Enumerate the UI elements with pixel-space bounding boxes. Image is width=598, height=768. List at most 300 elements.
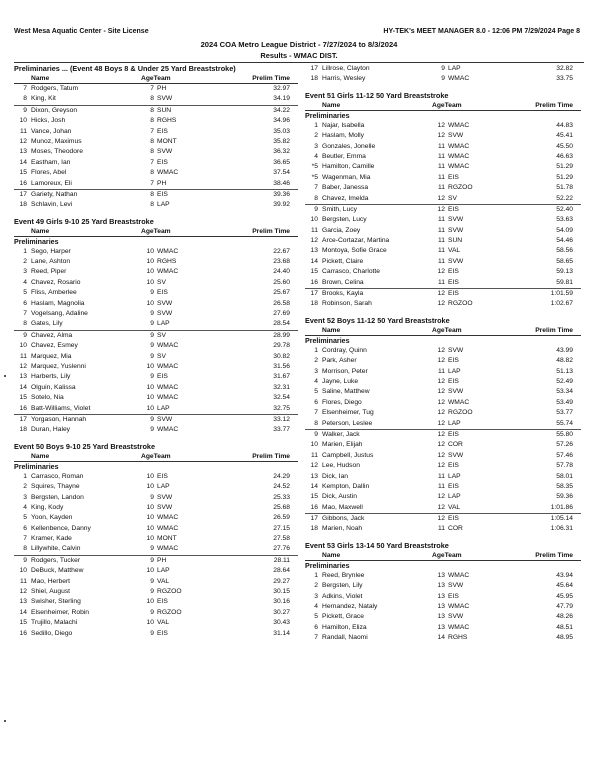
prelim-time: 27.76	[273, 545, 290, 553]
swimmer-name: Baber, Janessa	[322, 184, 369, 192]
prelim-time: 45.41	[556, 132, 573, 140]
team: SVW	[448, 132, 464, 140]
header-place-spacer	[305, 326, 322, 335]
place: 15	[310, 268, 318, 276]
team: EIS	[448, 290, 459, 298]
result-row	[14, 94, 298, 104]
age: 12	[437, 346, 445, 354]
header-age-team: AgeTeam	[432, 101, 462, 109]
age: 9	[150, 608, 154, 616]
place: 9	[23, 106, 27, 114]
prelim-time: 31.67	[273, 373, 290, 381]
prelim-time: 53.49	[556, 398, 573, 406]
result-row	[14, 200, 298, 210]
event-title: Event 51 Girls 11-12 50 Yard Breaststroke	[305, 90, 449, 100]
result-row	[14, 179, 298, 189]
team: WMAC	[448, 623, 470, 631]
place: 8	[23, 320, 27, 328]
swimmer-name: Lillrose, Clayton	[322, 65, 370, 72]
prelim-time: 59.13	[556, 268, 573, 276]
result-row	[305, 633, 581, 643]
age: 10	[146, 268, 154, 276]
prelim-time: 51.29	[556, 173, 573, 181]
result-row	[14, 267, 298, 277]
preliminaries-label: Preliminaries	[305, 336, 350, 345]
age: 11	[438, 216, 445, 224]
age: 10	[146, 619, 154, 627]
result-row	[305, 419, 581, 429]
place: 8	[23, 95, 27, 103]
team: SVW	[448, 226, 464, 234]
result-row	[14, 137, 298, 147]
place: 17	[310, 515, 318, 523]
age: 8	[150, 117, 154, 125]
team: SVW	[448, 451, 464, 459]
team: LAP	[157, 483, 170, 491]
prelim-time: 30.82	[273, 352, 290, 360]
event-section	[305, 316, 581, 535]
swimmer-name: Brooks, Kayla	[322, 290, 364, 298]
meet-title: 2024 COA Metro League District - 7/27/2024 to 8/3/2024	[200, 40, 398, 49]
swimmer-name: Yoon, Kayden	[31, 514, 73, 522]
prelim-time: 28.64	[273, 567, 290, 575]
swimmer-name: Montoya, Sofie Grace	[322, 247, 387, 255]
swimmer-name: Kempton, Dallin	[322, 482, 370, 490]
place: 3	[314, 142, 318, 150]
age: 12	[437, 419, 445, 427]
age: 12	[437, 462, 445, 470]
prelim-time: 27.15	[273, 524, 290, 532]
event-title: Event 53 Girls 13-14 50 Yard Breaststroke	[305, 540, 449, 550]
age: 10	[146, 483, 154, 491]
team: SVW	[157, 493, 173, 501]
age: 8	[150, 190, 154, 198]
team: WMAC	[157, 426, 179, 434]
team: EIS	[157, 598, 168, 606]
result-row	[305, 461, 581, 471]
team: RGZOO	[448, 184, 473, 192]
prelim-time: 33.12	[273, 415, 290, 423]
swimmer-name: Beutler, Emma	[322, 152, 366, 160]
prelim-time: 55.80	[556, 430, 573, 438]
prelim-time: 44.83	[556, 121, 573, 129]
place: 9	[23, 331, 27, 339]
age: 7	[150, 179, 154, 187]
place: 4	[314, 377, 318, 385]
swimmer-name: Dixon, Greyson	[31, 106, 78, 114]
result-row	[305, 398, 581, 408]
place: 12	[19, 137, 27, 145]
age: 8	[150, 137, 154, 145]
event-title: Event 50 Boys 9-10 25 Yard Breaststroke	[14, 441, 156, 451]
team: EIS	[157, 373, 168, 381]
age: 8	[150, 148, 154, 156]
header-prelim-time: Prelim Time	[535, 551, 573, 559]
prelim-time: 22.67	[273, 247, 290, 255]
header-prelim-time: Prelim Time	[252, 452, 290, 460]
age: 9	[441, 75, 445, 83]
result-row	[14, 158, 298, 168]
place: 16	[310, 278, 318, 286]
place: 6	[23, 299, 27, 307]
result-row	[14, 288, 298, 298]
prelim-time: 36.32	[273, 148, 290, 156]
result-row	[305, 194, 581, 204]
place: 9	[314, 430, 318, 438]
header-prelim-time: Prelim Time	[252, 227, 290, 235]
result-row	[14, 493, 298, 503]
age: 13	[437, 603, 445, 611]
age: 10	[146, 362, 154, 370]
team: LAP	[157, 201, 170, 209]
place: 3	[314, 367, 318, 375]
team: RGZOO	[157, 588, 182, 596]
prelim-time: 33.75	[556, 75, 573, 83]
event-section	[14, 442, 298, 639]
age: 12	[437, 398, 445, 406]
result-row	[14, 362, 298, 372]
age: 11	[438, 472, 445, 480]
result-row	[14, 147, 298, 157]
place: 5	[314, 388, 318, 396]
age: 11	[438, 173, 445, 181]
place: 7	[314, 409, 318, 417]
place: 12	[310, 462, 318, 470]
swimmer-name: Walker, Jack	[322, 430, 360, 438]
result-row	[305, 524, 581, 534]
swimmer-name: Hernandez, Nataly	[322, 603, 378, 611]
age: 9	[150, 331, 154, 339]
prelim-time: 58.01	[556, 472, 573, 480]
team: VAL	[157, 619, 170, 627]
team: SVW	[157, 148, 173, 156]
team: SV	[157, 278, 166, 286]
age: 10	[146, 472, 154, 480]
prelim-time: 45.64	[556, 582, 573, 590]
swimmer-name: Hicks, Josh	[31, 117, 66, 125]
prelim-time: 45.95	[556, 592, 573, 600]
team: MONT	[157, 535, 177, 543]
swimmer-name: Mao, Maxwell	[322, 503, 363, 511]
swimmer-name: Fliss, Amberlee	[31, 289, 77, 297]
prelim-time: 24.29	[273, 472, 290, 480]
swimmer-name: Kellenbence, Danny	[31, 524, 91, 532]
age: 8	[150, 169, 154, 177]
swimmer-name: Batt-Williams, Violet	[31, 404, 91, 412]
result-row	[305, 623, 581, 633]
swimmer-name: Randall, Naomi	[322, 634, 368, 642]
team: EIS	[157, 158, 168, 166]
place: 8	[314, 194, 318, 202]
result-row	[14, 618, 298, 628]
age: 9	[150, 426, 154, 434]
team: RGZOO	[157, 608, 182, 616]
swimmer-name: Squires, Thayne	[31, 483, 80, 491]
team: SUN	[448, 237, 463, 245]
age: 11	[438, 525, 445, 533]
team: LAP	[448, 367, 461, 375]
place: 4	[314, 603, 318, 611]
place: 14	[19, 608, 27, 616]
place: 17	[19, 190, 27, 198]
prelim-time: 33.77	[273, 426, 290, 434]
swimmer-name: Marquez, Mia	[31, 352, 72, 360]
place: 2	[23, 483, 27, 491]
prelim-time: 24.40	[273, 268, 290, 276]
swimmer-name: Lee, Hudson	[322, 462, 360, 470]
place: 1	[23, 472, 27, 480]
team: EIS	[157, 472, 168, 480]
place: 15	[310, 493, 318, 501]
place: 3	[23, 493, 27, 501]
age: 9	[150, 493, 154, 501]
prelim-time: 31.14	[273, 629, 290, 637]
place: 6	[314, 623, 318, 631]
place: *5	[311, 173, 318, 181]
column-header-row	[14, 74, 298, 84]
swimmer-name: Chavez, Alma	[31, 331, 73, 339]
result-row	[305, 592, 581, 602]
result-row	[305, 215, 581, 225]
prelim-time: 58.35	[556, 482, 573, 490]
swimmer-name: Gibbons, Jack	[322, 515, 365, 523]
team: SVW	[448, 388, 464, 396]
team: LAP	[448, 472, 461, 480]
result-row	[14, 341, 298, 351]
team: SVW	[448, 257, 464, 265]
result-row	[14, 524, 298, 534]
result-row	[14, 425, 298, 435]
header-name: Name	[31, 227, 50, 235]
header-age-team: AgeTeam	[141, 452, 171, 460]
age: 9	[150, 320, 154, 328]
place: 2	[23, 258, 27, 266]
result-row	[305, 482, 581, 492]
swimmer-name: Sedillo, Diego	[31, 629, 73, 637]
age: 12	[437, 121, 445, 129]
age: 12	[437, 503, 445, 511]
preliminaries-label: Preliminaries	[14, 462, 59, 471]
team: WMAC	[448, 121, 470, 129]
age: 12	[437, 515, 445, 523]
swimmer-name: Jayne, Luke	[322, 377, 359, 385]
age: 7	[150, 158, 154, 166]
prelim-time: 53.34	[556, 388, 573, 396]
place: 16	[19, 404, 27, 412]
age: 11	[438, 226, 445, 234]
swimmer-name: Lane, Ashton	[31, 258, 71, 266]
place: 9	[314, 205, 318, 213]
swimmer-name: Dick, Ian	[322, 472, 349, 480]
age: 9	[150, 373, 154, 381]
age: 9	[150, 556, 154, 564]
prelim-time: 46.63	[556, 152, 573, 160]
age: 10	[146, 503, 154, 511]
age: 9	[150, 352, 154, 360]
place: 8	[314, 419, 318, 427]
prelim-time: 52.49	[556, 377, 573, 385]
prelim-time: 54.09	[556, 226, 573, 234]
place: 5	[314, 613, 318, 621]
place: 2	[314, 582, 318, 590]
place: 17	[310, 290, 318, 298]
age: 11	[438, 367, 445, 375]
age: 10	[146, 247, 154, 255]
prelim-time: 28.11	[273, 556, 290, 564]
prelim-time: 24.52	[273, 483, 290, 491]
swimmer-name: Dick, Austin	[322, 493, 357, 501]
prelim-time: 39.92	[273, 201, 290, 209]
team: WMAC	[448, 163, 470, 171]
result-row	[14, 168, 298, 178]
result-row	[305, 451, 581, 461]
team: PH	[157, 85, 167, 92]
prelim-time: 32.31	[273, 383, 290, 391]
place: 13	[19, 148, 27, 156]
swimmer-name: Gonzales, Jonelle	[322, 142, 376, 150]
age: 10	[146, 394, 154, 402]
place: 2	[314, 132, 318, 140]
prelim-time: 32.75	[273, 404, 290, 412]
team: PH	[157, 556, 167, 564]
swimmer-name: Marien, Elijah	[322, 441, 363, 449]
swimmer-name: Cordray, Quinn	[322, 346, 367, 354]
prelim-time: 57.46	[556, 451, 573, 459]
place: 14	[19, 158, 27, 166]
prelim-time: 51.78	[556, 184, 573, 192]
team: SVW	[157, 503, 173, 511]
prelim-time: 27.58	[273, 535, 290, 543]
result-row	[14, 503, 298, 513]
header-place-spacer	[305, 551, 322, 560]
age: 12	[437, 205, 445, 213]
result-row	[14, 309, 298, 319]
team: EIS	[448, 268, 459, 276]
place: 10	[19, 567, 27, 575]
place: 13	[310, 472, 318, 480]
team: WMAC	[157, 342, 179, 350]
swimmer-name: Swisher, Sterling	[31, 598, 81, 606]
column-header-row	[305, 101, 581, 111]
swimmer-name: Elsenheimer, Tug	[322, 409, 374, 417]
age: 13	[437, 613, 445, 621]
swimmer-name: Harris, Wesley	[322, 75, 366, 83]
age: 10	[146, 278, 154, 286]
preliminaries-label: Preliminaries	[305, 561, 350, 570]
team: PH	[157, 179, 167, 187]
age: 12	[437, 300, 445, 308]
age: 10	[146, 524, 154, 532]
swimmer-name: Reed, Piper	[31, 268, 67, 276]
event-section	[305, 541, 581, 644]
age: 12	[437, 493, 445, 501]
header-name: Name	[31, 75, 50, 82]
prelim-time: 53.77	[556, 409, 573, 417]
swimmer-name: Duran, Haley	[31, 426, 71, 434]
age: 11	[438, 142, 445, 150]
result-row	[14, 544, 298, 554]
swimmer-name: Bergsten, Landon	[31, 493, 84, 501]
place: 10	[310, 216, 318, 224]
results-column-left	[14, 64, 298, 645]
age: 9	[150, 415, 154, 423]
team: WMAC	[157, 383, 179, 391]
swimmer-name: Arce-Cortazar, Martina	[322, 237, 390, 245]
age: 12	[437, 430, 445, 438]
header-name: Name	[31, 452, 50, 460]
result-row	[305, 64, 581, 74]
event-title: Event 52 Boys 11-12 50 Yard Breaststroke	[305, 315, 450, 325]
result-row	[14, 116, 298, 126]
place: 18	[310, 525, 318, 533]
scan-dot	[4, 375, 6, 377]
team: WMAC	[157, 394, 179, 402]
prelim-time: 29.78	[273, 342, 290, 350]
place: 15	[19, 394, 27, 402]
team: EIS	[448, 592, 459, 600]
swimmer-name: Mao, Herbert	[31, 577, 71, 585]
swimmer-name: Marquez, Yuslenni	[31, 362, 86, 370]
event-section	[14, 217, 298, 436]
header-age-team: AgeTeam	[141, 75, 171, 82]
age: 12	[437, 441, 445, 449]
result-row	[14, 577, 298, 587]
header-age-team: AgeTeam	[432, 551, 462, 559]
swimmer-name: Trujillo, Malachi	[31, 619, 78, 627]
prelim-time: 59.36	[556, 493, 573, 501]
swimmer-name: Harberts, Lily	[31, 373, 71, 381]
column-header-row	[14, 227, 298, 237]
place: 12	[19, 362, 27, 370]
team: WMAC	[448, 398, 470, 406]
swimmer-name: Pickett, Grace	[322, 613, 364, 621]
place: 18	[19, 426, 27, 434]
age: 12	[437, 451, 445, 459]
result-row	[305, 121, 581, 131]
result-row	[14, 597, 298, 607]
place: 11	[311, 451, 318, 459]
place: 18	[19, 201, 27, 209]
place: 1	[314, 571, 318, 579]
prelim-time: 36.65	[273, 158, 290, 166]
age: 10	[146, 535, 154, 543]
age: 12	[437, 409, 445, 417]
age: 8	[150, 201, 154, 209]
prelim-time: 52.22	[556, 194, 573, 202]
team: SV	[448, 194, 457, 202]
team: RGZOO	[448, 409, 473, 417]
result-row	[305, 183, 581, 193]
license-label: West Mesa Aquatic Center - Site License	[14, 28, 149, 35]
result-row	[14, 513, 298, 523]
swimmer-name: Gates, Lily	[31, 320, 63, 328]
place: 6	[23, 524, 27, 532]
header-name: Name	[322, 101, 341, 109]
team: MONT	[157, 137, 177, 145]
age: 14	[437, 634, 445, 642]
swimmer-name: Bergsten, Lily	[322, 582, 363, 590]
team: WMAC	[157, 247, 179, 255]
age: 12	[437, 290, 445, 298]
age: 12	[437, 268, 445, 276]
result-row	[305, 513, 581, 524]
result-row	[14, 247, 298, 257]
swimmer-name: Chavez, Imelda	[322, 194, 369, 202]
team: EIS	[448, 377, 459, 385]
team: WMAC	[448, 152, 470, 160]
result-row	[14, 383, 298, 393]
age: 11	[438, 257, 445, 265]
